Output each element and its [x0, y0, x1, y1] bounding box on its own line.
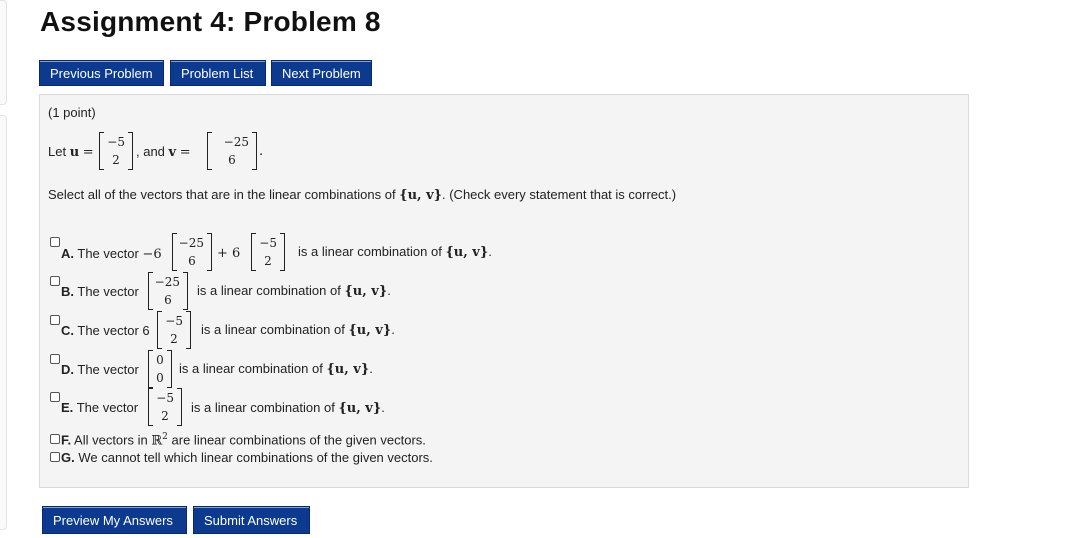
option-a-vector-1: −25 6 — [172, 233, 212, 271]
option-g-checkbox[interactable] — [50, 452, 60, 462]
next-problem-button[interactable]: Next Problem — [271, 60, 372, 86]
option-a-text: A. The vector −6 — [61, 246, 162, 262]
option-e-text: E. The vector — [61, 400, 139, 415]
option-b-suffix: is a linear combination of {u, v}. — [197, 283, 391, 299]
option-d-checkbox[interactable] — [50, 354, 60, 364]
given-statement-v: , and v = — [136, 144, 191, 160]
left-edge-tab — [0, 0, 7, 105]
problem-list-button[interactable]: Problem List — [170, 60, 266, 86]
option-e-vector: −5 2 — [148, 388, 182, 426]
previous-problem-button[interactable]: Previous Problem — [39, 60, 164, 86]
option-f-checkbox[interactable] — [50, 434, 60, 444]
option-f-text: F. All vectors in ℝ$^2$ are linear combinations of the given vectors. — [61, 432, 426, 449]
option-d-suffix: is a linear combination of {u, v}. — [179, 361, 373, 377]
option-b-text: B. The vector — [61, 284, 139, 299]
option-g-text: G. We cannot tell which linear combinations of the given vectors. — [61, 450, 433, 465]
page-title: Assignment 4: Problem 8 — [40, 6, 381, 37]
option-e-checkbox[interactable] — [50, 392, 60, 402]
submit-answers-button[interactable]: Submit Answers — [193, 506, 310, 534]
option-e-suffix: is a linear combination of {u, v}. — [191, 400, 385, 416]
preview-answers-button[interactable]: Preview My Answers — [42, 506, 187, 534]
option-a-coef-2: + 6 — [217, 246, 241, 261]
option-c-checkbox[interactable] — [50, 315, 60, 325]
option-a-checkbox[interactable] — [50, 237, 60, 247]
given-period: . — [259, 144, 264, 159]
points-label: (1 point) — [48, 105, 96, 120]
option-a-vector-2: −5 2 — [251, 233, 285, 271]
option-d-vector: 0 0 — [148, 350, 172, 388]
option-b-vector: −25 6 — [148, 272, 188, 310]
problem-panel — [39, 94, 969, 488]
question-text: Select all of the vectors that are in the linear combinations of {u, v}. (Check every statement that is correct.) — [48, 187, 677, 203]
left-edge-tab — [0, 115, 7, 530]
option-c-text: C. The vector 6 — [61, 323, 150, 338]
option-b-checkbox[interactable] — [50, 276, 60, 286]
real-numbers-symbol: ℝ — [151, 433, 163, 449]
given-statement: Let u = — [48, 144, 94, 160]
u-vector: −5 2 — [99, 132, 133, 170]
option-c-suffix: is a linear combination of {u, v}. — [201, 322, 395, 338]
v-vector: −25 6 — [207, 132, 257, 170]
option-c-vector: −5 2 — [157, 311, 191, 349]
option-d-text: D. The vector — [61, 362, 139, 377]
option-a-suffix: is a linear combination of {u, v}. — [298, 244, 492, 260]
